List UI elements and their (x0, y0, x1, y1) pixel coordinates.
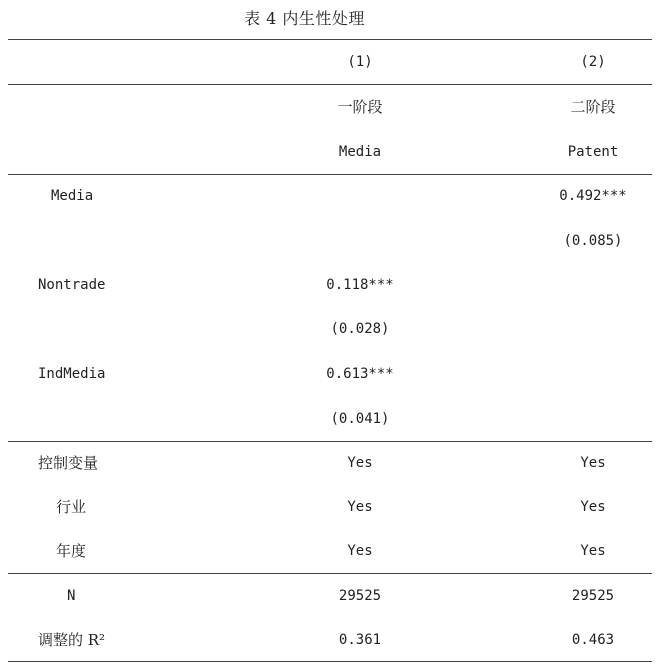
coef-media-c2: 0.492*** (559, 188, 627, 204)
n-c1: 29525 (338, 588, 382, 604)
row-label-nontrade: Nontrade (38, 277, 106, 293)
se-media-c2: (0.085) (563, 233, 623, 249)
header-rule (8, 84, 652, 85)
adj-r2-c2: 0.463 (571, 632, 615, 648)
dep-var-1: Media (338, 144, 382, 160)
row-label-year: 年度 (56, 542, 87, 560)
stage-label-2: 二阶段 (570, 98, 616, 116)
dep-var-2: Patent (567, 144, 619, 160)
stats-rule (8, 573, 652, 574)
row-label-media: Media (51, 188, 94, 204)
industry-c2: Yes (580, 499, 606, 515)
industry-c1: Yes (347, 499, 373, 515)
coef-indmedia-c1: 0.613*** (326, 366, 394, 382)
col-number-2: (2) (580, 54, 606, 70)
col-number-1: (1) (347, 54, 373, 70)
bottom-rule (8, 661, 652, 662)
row-label-n: N (67, 588, 76, 604)
body-top-rule (8, 174, 652, 175)
row-label-industry: 行业 (56, 498, 87, 516)
se-indmedia-c1: (0.041) (330, 411, 390, 427)
row-label-indmedia: IndMedia (38, 366, 106, 382)
controls-rule (8, 441, 652, 442)
stage-label-1: 一阶段 (337, 98, 383, 116)
controls-c2: Yes (580, 455, 606, 471)
row-label-controls: 控制变量 (38, 454, 99, 472)
se-nontrade-c1: (0.028) (330, 321, 390, 337)
adj-r2-c1: 0.361 (338, 632, 382, 648)
year-c2: Yes (580, 543, 606, 559)
row-label-adj-r2: 调整的 R² (38, 631, 106, 649)
controls-c1: Yes (347, 455, 373, 471)
year-c1: Yes (347, 543, 373, 559)
top-rule (8, 39, 652, 40)
coef-nontrade-c1: 0.118*** (326, 277, 394, 293)
n-c2: 29525 (571, 588, 615, 604)
table-title: 表 4 内生性处理 (244, 9, 365, 28)
